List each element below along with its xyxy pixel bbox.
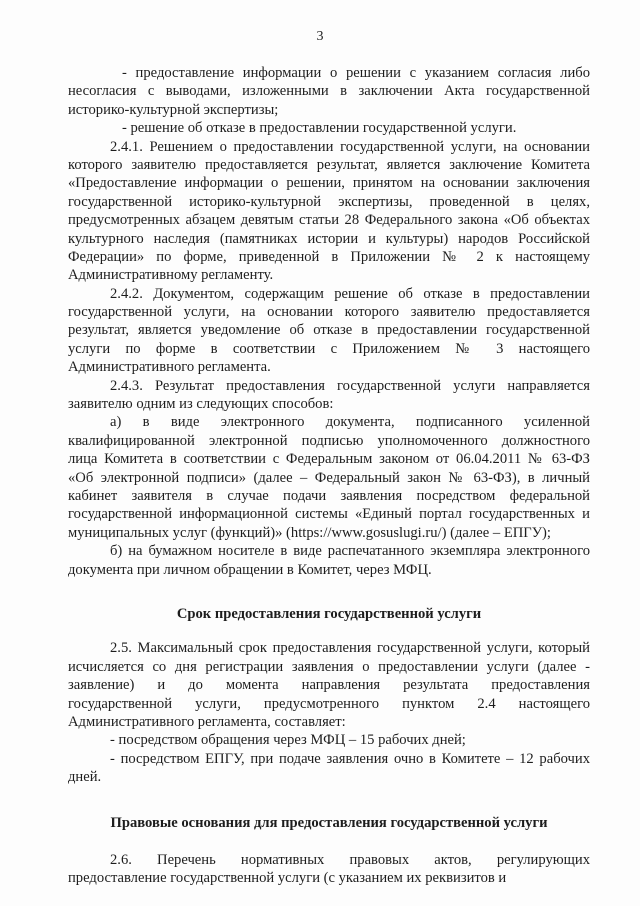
text-line: услуги по форме в соответствии с Приложением № 3 настоящего (68, 340, 590, 357)
text-line: предусмотренных абзацем девятым статьи 28 Федерального закона «Об объектах (68, 212, 590, 229)
text-line: лица Комитета в соответствии с Федеральным законом от 06.04.2011 № 63-ФЗ (68, 451, 590, 468)
text-line: несогласия с выводами, изложенными в заключении Акта государственной (68, 83, 590, 100)
text-line: Федерации» по форме, приведенной в Приложении № 2 к настоящему (68, 248, 590, 265)
text-line: б) на бумажном носителе в виде распечатанного экземпляра электронного (110, 543, 590, 560)
text-line: 2.6. Перечень нормативных правовых актов, регулирующих (110, 851, 590, 868)
paragraph (68, 138, 590, 285)
text-line: - посредством обращения через МФЦ – 15 рабочих дней; (110, 732, 466, 749)
page-number: 3 (316, 29, 324, 44)
section-result (68, 64, 590, 579)
text-line: культурного наследия (памятниках истории и культуры) народов Российской (68, 230, 590, 247)
document-body (68, 64, 590, 888)
paragraph (68, 750, 590, 787)
text-line: государственной услуги, предусмотренного пунктом 2.4 настоящего (68, 695, 590, 712)
text-line: «Об электронной подписи» (далее – Федеральный закон № 63-ФЗ), в личный (68, 469, 590, 486)
text-line: заявление) и до момента направления результата предоставления (68, 677, 590, 694)
paragraph (68, 639, 590, 731)
text-line: «Предоставление информации о решении, принятом на основании заключения (68, 175, 590, 192)
text-line: - посредством ЕПГУ, при подаче заявления очно в Комитете – 12 рабочих (110, 750, 590, 767)
text-line: 2.4.3. Результат предоставления государственной услуги направляется (110, 377, 590, 394)
text-line: 2.5. Максимальный срок предоставления государственной услуги, который (110, 640, 590, 657)
text-line: Административного регламента. (68, 359, 271, 376)
text-line: дней. (68, 769, 102, 786)
heading-legal-basis: Правовые основания для предоставления государственной услуги (110, 815, 548, 832)
paragraph (68, 64, 590, 119)
paragraph (68, 285, 590, 377)
text-line: государственной историко-культурной экспертизы, проведенной в целях, (68, 193, 590, 210)
text-line: результат, является уведомление об отказе в предоставлении государственной (68, 322, 590, 339)
text-line: которого заявителю предоставляется результат, является заключение Комитета (68, 156, 590, 173)
paragraph (68, 542, 590, 579)
section-legal-basis (68, 851, 590, 888)
text-line: исчисляется со дня регистрации заявления о предоставлении услуги (далее - (68, 658, 590, 675)
text-line: а) в виде электронного документа, подписанного усиленной (110, 414, 590, 431)
text-line: муниципальных услуг (функций)» (https://www.gosuslugi.ru/) (далее – ЕПГУ); (68, 524, 551, 541)
text-line: Административному регламенту. (68, 267, 274, 284)
text-line: кабинет заявителя в случае подачи заявления посредством федеральной (68, 487, 590, 504)
section-term (68, 639, 590, 786)
text-line: - предоставление информации о решении с указанием согласия либо (122, 65, 590, 81)
text-line: государственной услуги, на основании которого заявителю предоставляется (68, 304, 590, 321)
paragraph (68, 119, 590, 137)
paragraph (68, 413, 590, 542)
paragraph (68, 851, 590, 888)
text-line: государственной информационной системы «Единый портал государственных и (68, 506, 590, 523)
paragraph (68, 377, 590, 414)
text-line: предоставление государственной услуги (с указанием их реквизитов и (68, 870, 507, 887)
text-line: историко-культурной экспертизы; (68, 101, 279, 118)
text-line: документа при личном обращении в Комитет, через МФЦ. (68, 561, 432, 578)
heading-term: Срок предоставления государственной услуги (176, 605, 482, 622)
text-line: - решение об отказе в предоставлении государственной услуги. (122, 120, 517, 137)
text-line: 2.4.2. Документом, содержащим решение об отказе в предоставлении (110, 285, 590, 302)
text-line: Административного регламента, составляет: (68, 713, 346, 730)
text-line: 2.4.1. Решением о предоставлении государственной услуги, на основании (110, 138, 590, 155)
text-line: квалифицированной электронной подписью уполномоченного должностного (68, 432, 590, 449)
paragraph (68, 731, 590, 749)
text-line: заявителю одним из следующих способов: (68, 396, 334, 413)
